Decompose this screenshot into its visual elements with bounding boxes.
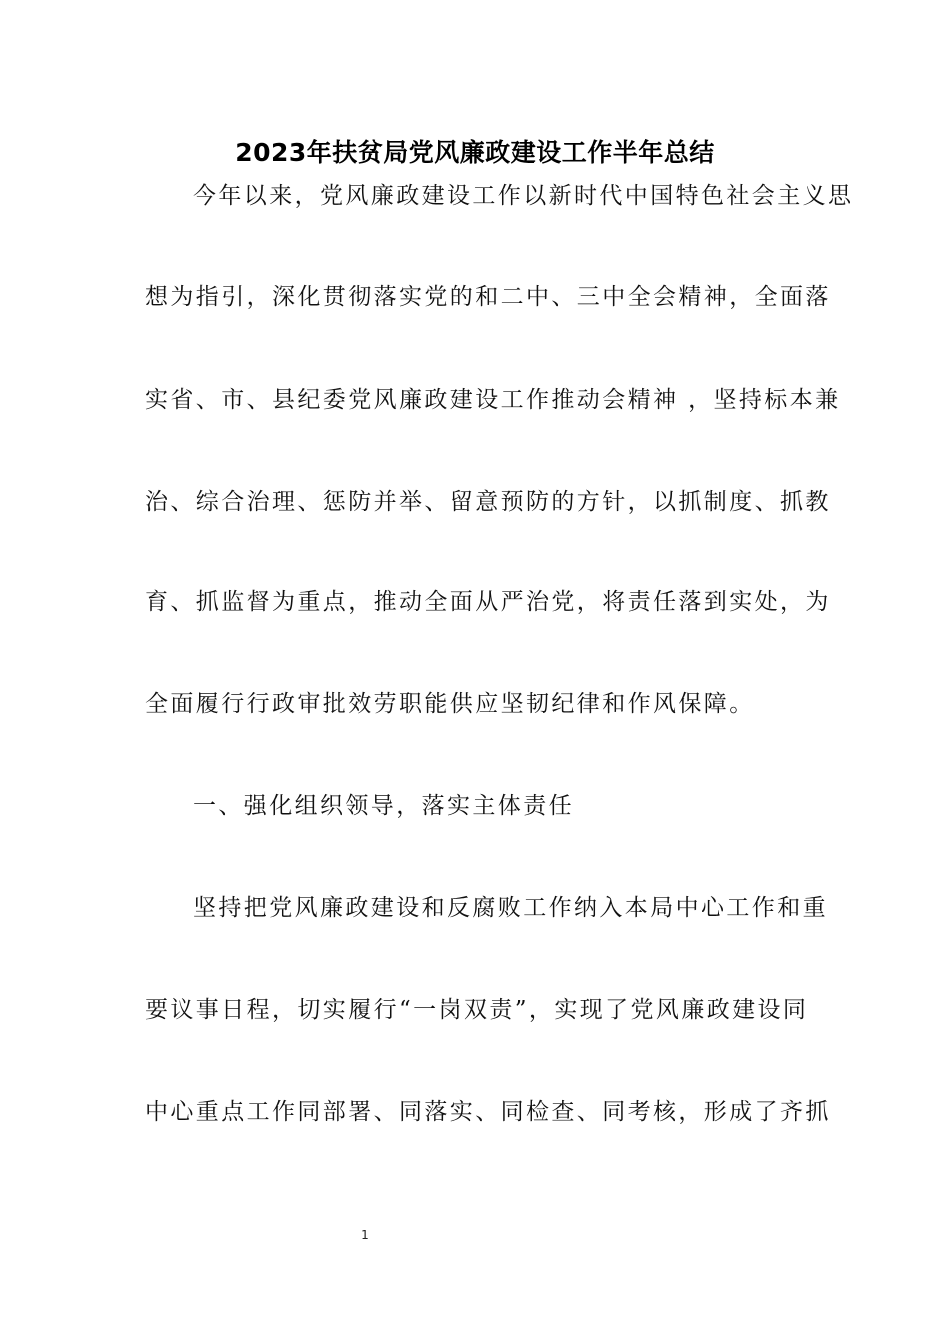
document-title: 2023年扶贫局党风廉政建设工作半年总结 [235,138,715,167]
page-number: 1 [361,1228,369,1242]
paragraph-1-line-6: 全面履行行政审批效劳职能供应坚韧纪律和作风保障。 [145,691,755,717]
paragraph-1-line-3: 实省、市、县纪委党风廉政建设工作推动会精神 ，坚持标本兼 [145,387,841,413]
paragraph-2-line-2: 要议事日程，切实履行“一岗双责”，实现了党风廉政建设同 [145,997,809,1023]
paragraph-2-line-3: 中心重点工作同部署、同落实、同检查、同考核，形成了齐抓 [145,1099,831,1125]
paragraph-1-line-2: 想为指引，深化贯彻落实党的和二中、三中全会精神，全面落 [145,284,831,310]
paragraph-1-line-1: 今年以来，党风廉政建设工作以新时代中国特色社会主义思 [193,183,854,209]
paragraph-1-line-5: 育、抓监督为重点，推动全面从严治党，将责任落到实处，为 [145,589,831,615]
section-heading-1: 一、强化组织领导，落实主体责任 [193,793,574,819]
paragraph-2-line-1: 坚持把党风廉政建设和反腐败工作纳入本局中心工作和重 [193,895,828,921]
paragraph-1-line-4: 治、综合治理、惩防并举、留意预防的方针，以抓制度、抓教 [145,489,831,515]
